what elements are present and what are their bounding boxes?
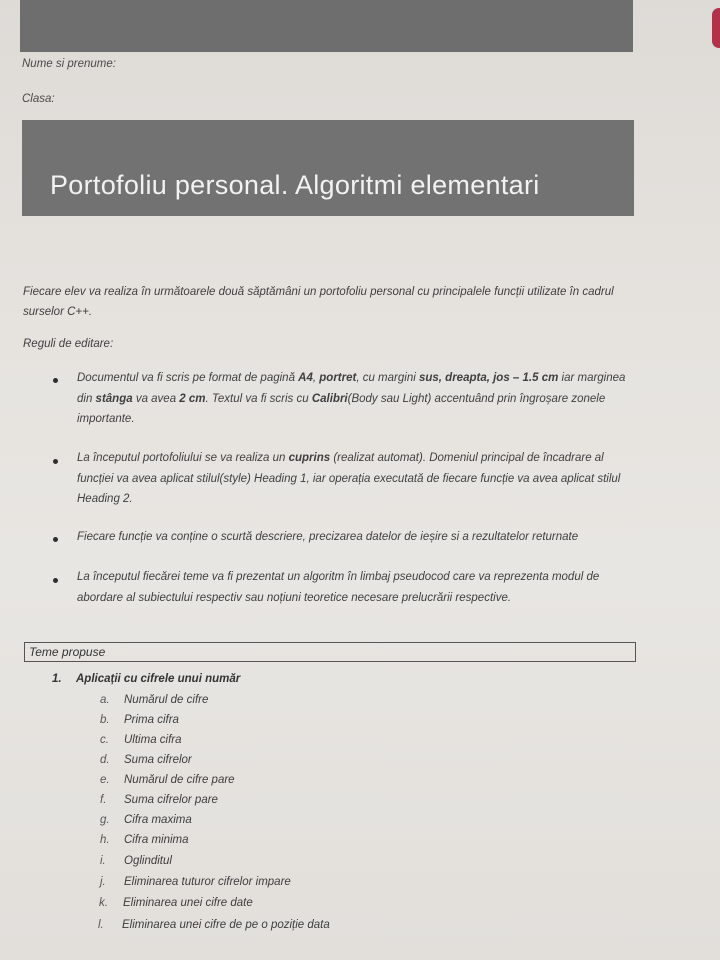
section-heading — [52, 673, 240, 685]
rule-item-4: La începutul fiecărei teme va fi prezentat un algoritm în limbaj pseudocod care va reprezenta modul de abordare al subiectului respectiv sau noțiuni teoretice necesare prelucrării respective. — [77, 571, 600, 604]
page-title: Portofoliu personal. Algoritmi elementari — [50, 170, 540, 200]
top-header-band — [20, 0, 633, 52]
rules-heading: Reguli de editare: — [23, 338, 114, 350]
intro-paragraph: Fiecare elev va realiza în următoarele două săptămâni un portofoliu personal cu principalele funcții utilizate în cadrul surselor C++. — [23, 286, 614, 318]
rule-item-3: Fiecare funcție va conține o scurtă descriere, precizarea datelor de ieșire si a rezultatelor returnate — [77, 531, 579, 543]
bullet-icon — [53, 378, 58, 383]
background-object-edge — [712, 8, 720, 48]
teme-propuse-label: Teme propuse — [29, 645, 106, 659]
document-page: Nume si prenume: Clasa: Portofoliu personal. Algoritmi elementari Fiecare elev va realiza în următoarele două săptămâni un portofoliu personal cu principalele funcții utilizate în cadrul surselor C++. Reguli de editare: Documentul va fi scris pe format de pagină A4, portret, cu margini sus, dreapta, jos – 1.5 cm iar marginea din stânga va avea 2 cm. Textul va fi scris cu Calibri(Body sau Light) accentuând prin îngroșare zonele importante. La începutul portofoliului se va realiza un cuprins (realizat automat). Domeniul principal de încadrare al funcției va avea aplicat stilul(style) Heading 1, iar operația executată de fiecare funcție va avea aplicat stilul Heading 2. Fiecare funcție va conține o scurtă descriere, precizarea datelor de ieșire si a rezultatelor returnate La începutul fiecărei teme va fi prezentat un algoritm în limbaj pseudocod care va reprezenta modul de abordare al subiectului respectiv sau noțiuni teoretice necesare prelucrării respective. Teme propuse 1. Aplicații cu cifrele unui număr a. Numărul de cifre b. Prima cifra c. Ultima cifra d. Suma cifrelor e. Numărul de cifre pare f. Suma cifrelor pare g. Cifra maxima h. Cifra minima i. Oglinditul j. Eliminarea tuturor cifrelor impare k. Eliminarea unei cifre date l. Eliminarea unei cifre de pe o poziție data — [0, 0, 720, 960]
bullet-icon — [53, 537, 58, 542]
class-field-label: Clasa: — [22, 93, 55, 105]
name-field-label: Nume si prenume: — [22, 58, 116, 70]
title-banner — [22, 120, 634, 216]
rule-item-2: La începutul portofoliului se va realiza un cuprins (realizat automat). Domeniul principal de încadrare al funcției va avea aplicat stilul(style) Heading 1, iar operația executată de fiecare funcție va avea aplicat stilul Heading 2. — [77, 452, 621, 505]
bullet-icon — [53, 578, 58, 583]
section-number: 1. — [52, 673, 62, 685]
teme-propuse-box — [24, 642, 636, 662]
rule-item-1: Documentul va fi scris pe format de pagină A4, portret, cu margini sus, dreapta, jos – 1.5 cm iar marginea din stânga va avea 2 cm. Textul va fi scris cu Calibri(Body sau Light) accentuând prin îngroșare zonele importante. — [77, 372, 626, 425]
bullet-icon — [53, 459, 58, 464]
section-title: Aplicații cu cifrele unui număr — [76, 673, 241, 685]
